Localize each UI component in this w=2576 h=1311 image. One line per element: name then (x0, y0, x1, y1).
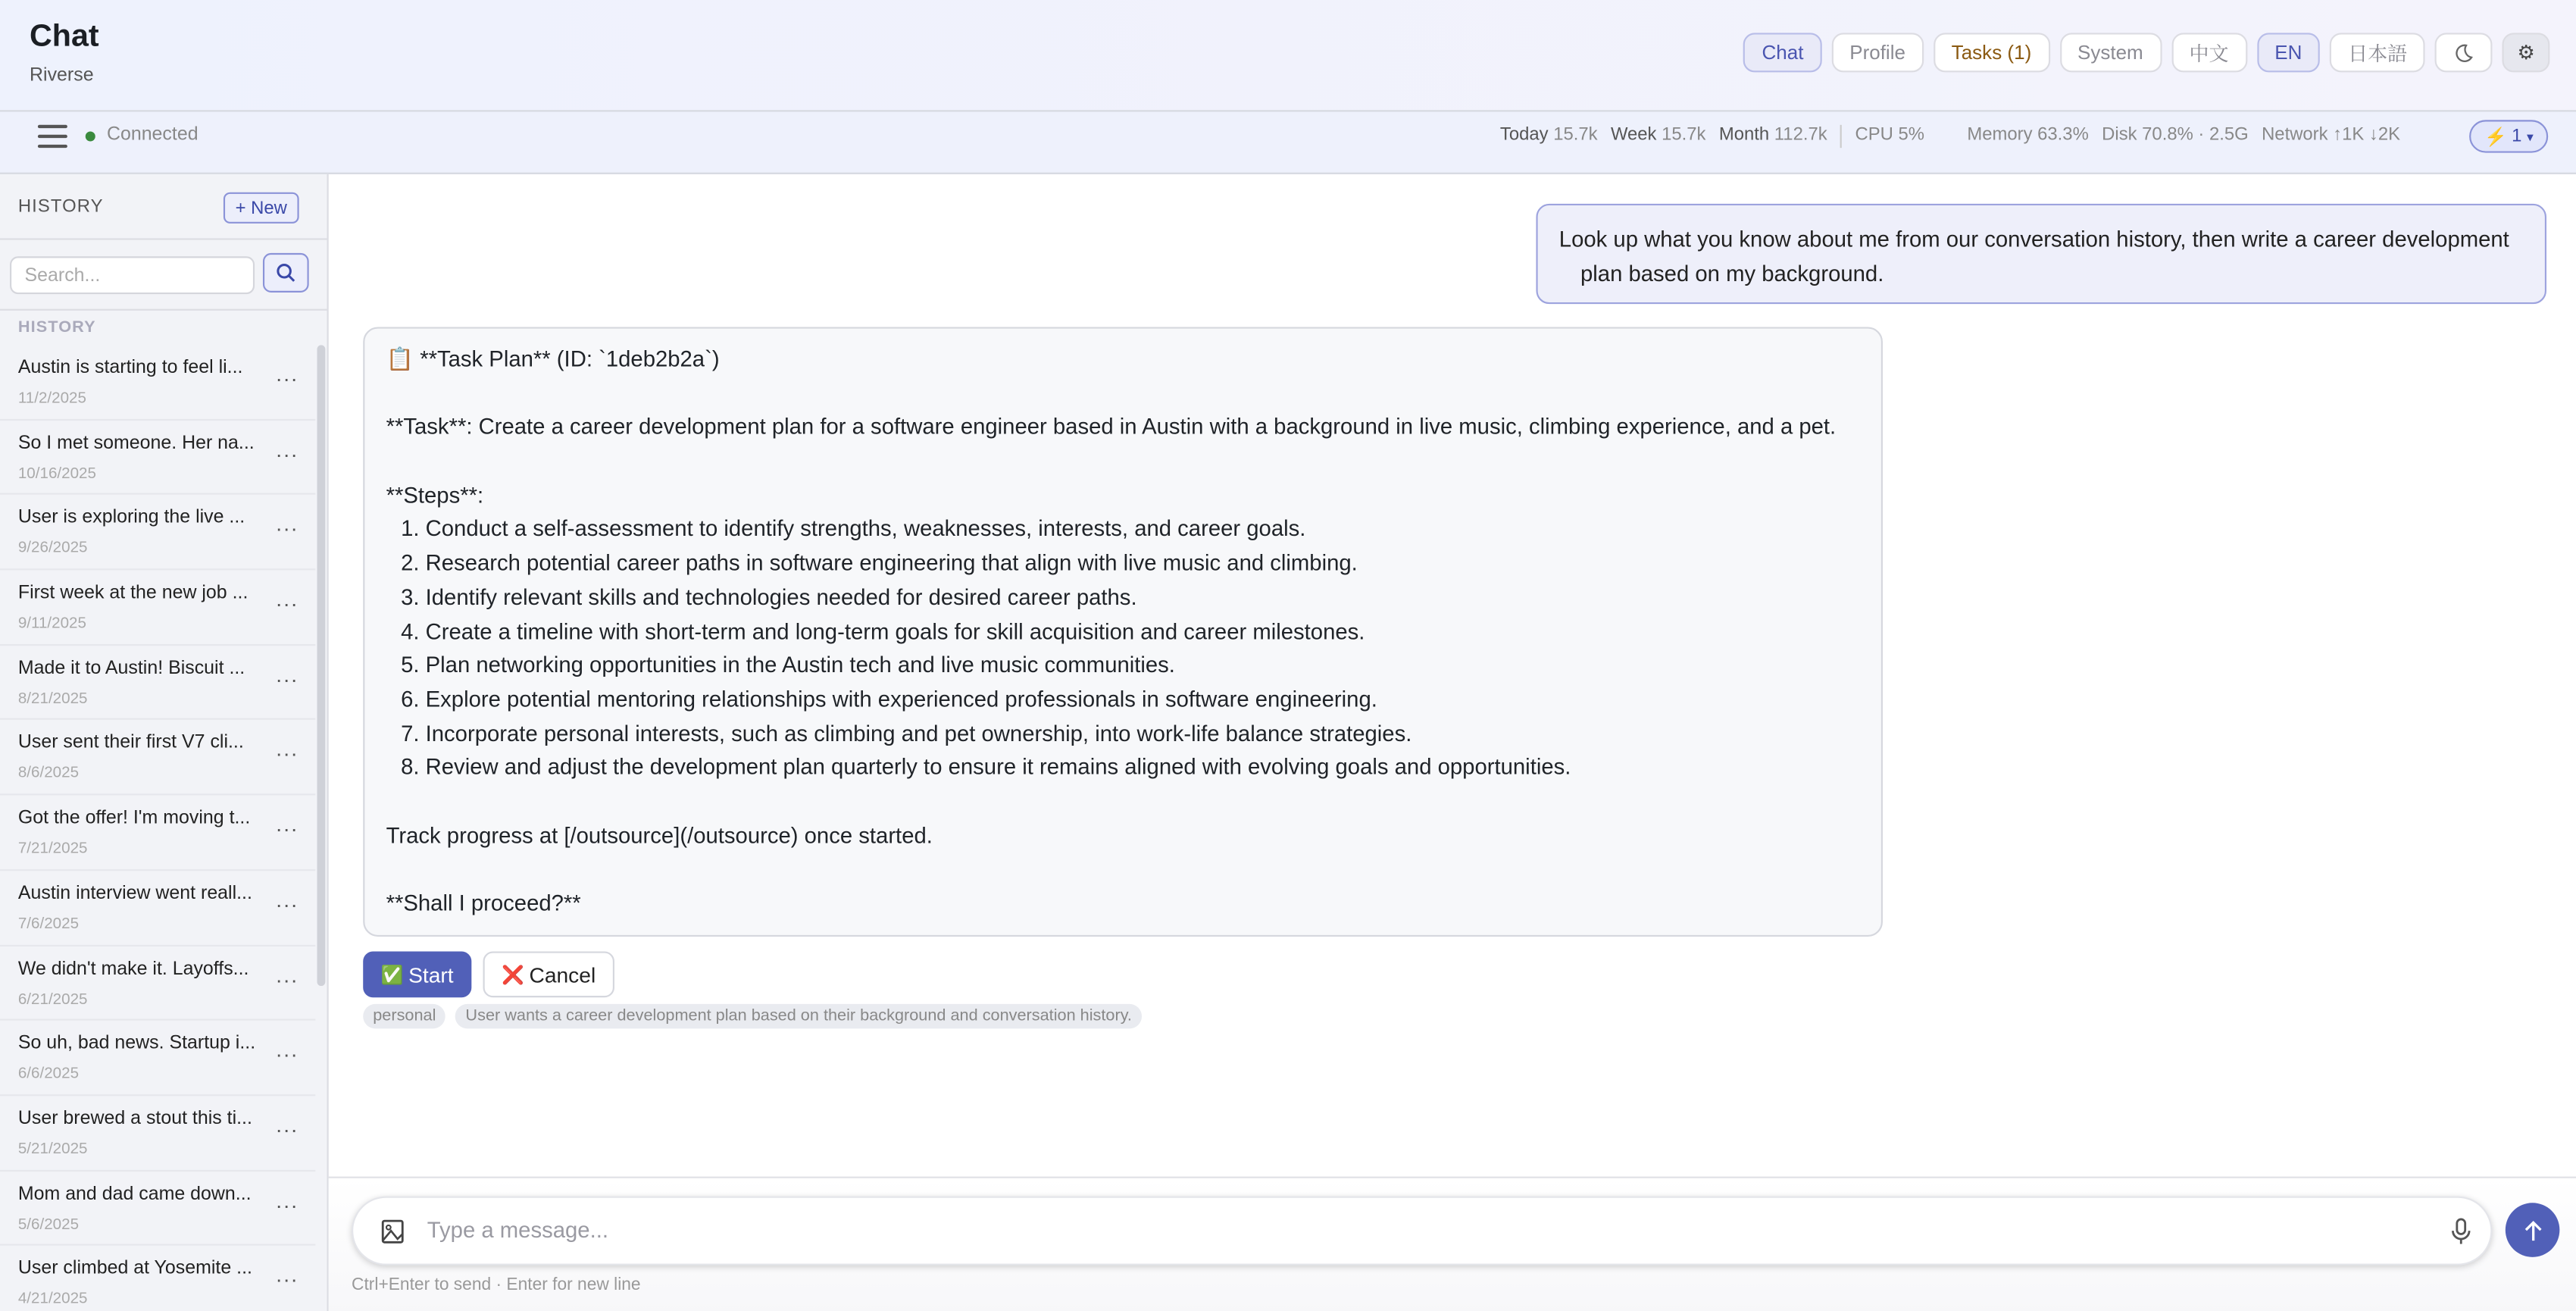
more-options-icon[interactable]: ... (276, 1262, 299, 1288)
history-item[interactable] (0, 1021, 315, 1096)
message-placeholder: Type a message... (427, 1217, 608, 1243)
history-item-title: User climbed at Yosemite ... (17, 1259, 252, 1279)
history-item-title: First week at the new job ... (17, 583, 249, 603)
history-item[interactable] (0, 1171, 315, 1246)
tab-tasks[interactable]: Tasks (1) (1934, 33, 2049, 72)
chevron-down-icon: ▾ (2526, 129, 2534, 144)
plan-proceed: **Shall I proceed?** (386, 890, 581, 916)
history-item[interactable] (0, 571, 315, 646)
tab-chat[interactable]: Chat (1744, 33, 1822, 72)
menu-toggle-icon[interactable] (38, 125, 67, 148)
more-options-icon[interactable]: ... (276, 1112, 299, 1137)
history-item-date: 7/6/2025 (17, 915, 80, 934)
history-item-date: 8/6/2025 (17, 765, 80, 784)
stat-disk: Disk 70.8% · 2.5G (2102, 124, 2249, 145)
history-item-date: 6/21/2025 (17, 990, 88, 1009)
plan-task: **Task**: Create a career development plan for a software engineer based in Austin with a background in live music, climbing experience, and a pet. (386, 415, 1837, 440)
history-item-date: 10/16/2025 (17, 464, 96, 483)
plan-step: 3. Identify relevant skills and technologies needed for desired career paths. (401, 584, 1137, 610)
stat-week: Week 15.7k (1610, 124, 1706, 145)
history-item[interactable] (0, 871, 315, 946)
usage-stats (1500, 125, 2400, 148)
history-item[interactable] (0, 721, 315, 796)
close-icon: ❌ (502, 965, 524, 985)
page-title: Chat (30, 20, 99, 55)
more-options-icon[interactable]: ... (276, 587, 299, 612)
more-options-icon[interactable]: ... (276, 361, 299, 386)
history-item[interactable] (0, 1246, 315, 1311)
composer-hint: Ctrl+Enter to send · Enter for new line (352, 1275, 641, 1295)
image-upload-icon[interactable] (381, 1219, 404, 1244)
history-item-title: Made it to Austin! Biscuit ... (17, 658, 245, 679)
history-section-label: HISTORY (17, 318, 96, 337)
divider (0, 309, 327, 311)
divider (1840, 125, 1842, 148)
plan-step: 5. Plan networking opportunities in the Austin tech and live music communities. (401, 652, 1175, 678)
history-item[interactable] (0, 946, 315, 1021)
lang-zh-button[interactable]: 中文 (2171, 33, 2247, 72)
history-item-date: 9/11/2025 (17, 615, 86, 633)
search-input[interactable]: Search... (10, 256, 255, 294)
plan-actions (363, 952, 614, 998)
history-item-title: So uh, bad news. Startup i... (17, 1034, 256, 1054)
plan-step: 6. Explore potential mentoring relationships with experienced professionals in software engineering. (401, 687, 1377, 712)
status-bar (0, 111, 2576, 174)
history-item-title: Got the offer! I'm moving t... (17, 809, 251, 829)
plan-step: 2. Research potential career paths in software engineering that align with live music and climbing. (401, 550, 1358, 576)
history-item-title: User sent their first V7 cli... (17, 734, 244, 754)
stat-today: Today 15.7k (1499, 124, 1598, 145)
more-options-icon[interactable]: ... (276, 887, 299, 912)
history-item-date: 9/26/2025 (17, 540, 88, 558)
assistant-task-plan (363, 327, 1883, 937)
tab-profile[interactable]: Profile (1831, 33, 1923, 72)
plan-step: 1. Conduct a self-assessment to identify strengths, weaknesses, interests, and career goals. (401, 516, 1306, 542)
history-item-title: So I met someone. Her na... (17, 433, 255, 453)
stat-month: Month 112.7k (1718, 124, 1827, 145)
start-button[interactable]: ✅ Start (363, 952, 471, 998)
send-button[interactable] (2506, 1203, 2560, 1257)
plan-step: 4. Create a timeline with short-term and long-term goals for skill acquisition and career milestones. (401, 618, 1365, 644)
stat-network: Network ↑1K ↓2K (2262, 124, 2401, 145)
lang-en-button[interactable]: EN (2256, 33, 2320, 72)
connection-status: Connected (106, 124, 199, 145)
history-list (0, 345, 315, 1311)
top-nav (1744, 33, 2550, 72)
more-options-icon[interactable]: ... (276, 436, 299, 462)
history-item[interactable] (0, 796, 315, 871)
history-item-title: Austin interview went reall... (17, 884, 252, 904)
new-chat-button[interactable]: + New (224, 192, 299, 224)
settings-button[interactable] (2503, 33, 2549, 72)
message-tags (363, 1004, 1142, 1029)
intent-tag: User wants a career development plan based on their background and conversation history. (455, 1004, 1142, 1029)
dark-mode-button[interactable] (2435, 33, 2493, 72)
microphone-icon[interactable] (2451, 1218, 2471, 1246)
history-item-title: Austin is starting to feel li... (17, 358, 243, 378)
history-item-date: 11/2/2025 (17, 389, 86, 408)
history-item-title: We didn't make it. Layoffs... (17, 959, 249, 979)
plan-steps (386, 514, 1860, 786)
user-message-text: plan based on my background. (1580, 261, 1884, 286)
divider (0, 238, 327, 239)
plan-step: 8. Review and adjust the development plan quarterly to ensure it remains aligned with evolving goals and opportunities. (401, 755, 1571, 780)
more-options-icon[interactable]: ... (276, 662, 299, 687)
more-options-icon[interactable]: ... (276, 962, 299, 987)
gear-icon: ⚙ (2517, 41, 2535, 64)
history-item-date: 6/6/2025 (17, 1065, 80, 1084)
sidebar-heading: HISTORY (17, 197, 104, 217)
composer (329, 1177, 2576, 1311)
tab-system[interactable]: System (2059, 33, 2161, 72)
user-message-text: Look up what you know about me from our conversation history, then write a career development (1558, 227, 2509, 252)
active-tasks-dropdown[interactable] (2469, 120, 2548, 152)
clipboard-icon: 📋 (386, 346, 414, 372)
history-item[interactable] (0, 420, 315, 495)
cancel-button[interactable]: ❌ Cancel (483, 952, 614, 998)
history-item-date: 8/21/2025 (17, 690, 88, 709)
more-options-icon[interactable]: ... (276, 512, 299, 537)
message-input[interactable] (352, 1197, 2492, 1266)
history-item[interactable] (0, 345, 315, 420)
category-tag: personal (363, 1004, 445, 1029)
more-options-icon[interactable]: ... (276, 737, 299, 762)
history-item-title: User is exploring the live ... (17, 508, 245, 528)
stat-cpu: CPU 5% (1855, 124, 1925, 145)
header (0, 0, 2576, 111)
history-item-date: 5/21/2025 (17, 1140, 88, 1159)
history-item[interactable] (0, 646, 315, 721)
plan-steps-label: **Steps**: (386, 483, 484, 508)
app-subtitle: Riverse (30, 65, 94, 86)
search-icon (276, 263, 295, 283)
history-item[interactable] (0, 1096, 315, 1171)
plan-title: 📋 **Task Plan** (ID: `1deb2b2a`) (386, 346, 720, 372)
active-count: 1 (2512, 126, 2522, 146)
connection-status-dot (86, 131, 95, 141)
sidebar-scrollbar[interactable] (317, 345, 326, 986)
check-icon: ✅ (380, 965, 404, 985)
plan-step: 7. Incorporate personal interests, such as climbing and pet ownership, into work-life balance strategies. (401, 721, 1412, 746)
lang-ja-button[interactable]: 日本語 (2330, 33, 2425, 72)
moon-icon (2453, 42, 2474, 63)
more-options-icon[interactable]: ... (276, 812, 299, 837)
history-item-date: 5/6/2025 (17, 1215, 80, 1234)
arrow-up-icon (2523, 1219, 2543, 1241)
history-item-date: 7/21/2025 (17, 840, 88, 859)
sidebar (0, 174, 329, 1311)
stat-memory: Memory 63.3% (1967, 124, 2089, 145)
bolt-icon: ⚡ (2484, 127, 2507, 148)
history-item[interactable] (0, 496, 315, 571)
more-options-icon[interactable]: ... (276, 1037, 299, 1062)
history-item-date: 4/21/2025 (17, 1290, 88, 1309)
plan-track: Track progress at [/outsource](/outsource) once started. (386, 822, 933, 848)
history-item-title: User brewed a stout this ti... (17, 1109, 252, 1129)
more-options-icon[interactable]: ... (276, 1187, 299, 1212)
user-message (1536, 204, 2546, 304)
search-button[interactable] (263, 253, 309, 293)
history-item-title: Mom and dad came down... (17, 1184, 252, 1204)
